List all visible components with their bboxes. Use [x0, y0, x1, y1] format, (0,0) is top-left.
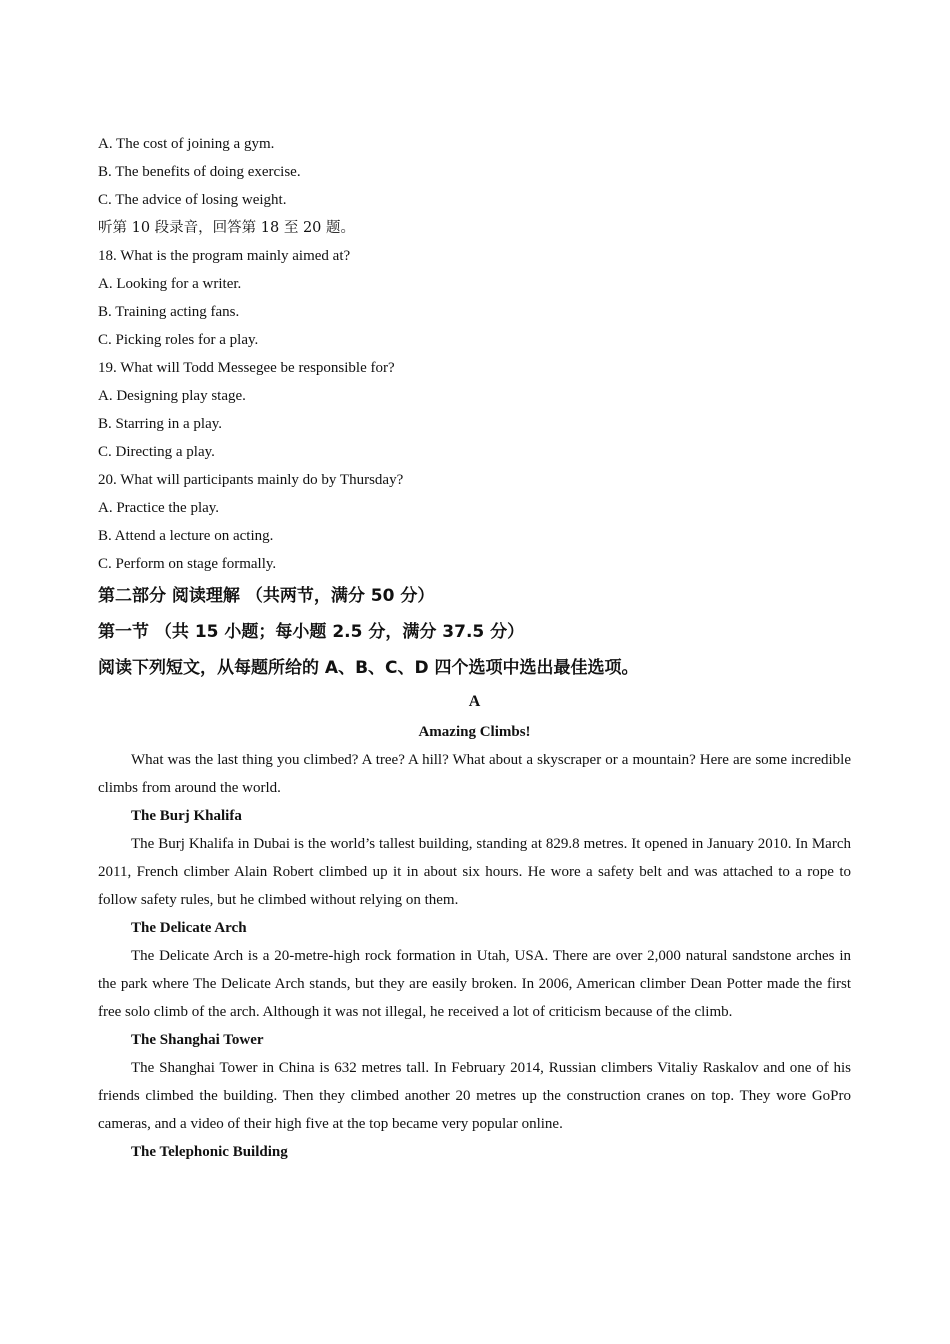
q20-option-b: B. Attend a lecture on acting.: [98, 528, 274, 544]
section10-instruction: 听第 10 段录音，回答第 18 至 20 题。: [98, 220, 356, 236]
section-text-burj-khalifa: The Burj Khalifa in Dubai is the world’s tallest building, standing at 829.8 metres. It opened in January 2010. In March 2011, French climber Alain Robert climbed up it in about six hours. He wore a safety belt and was attached to a rope to follow safety rules, but he climbed without relying on them.: [98, 836, 851, 908]
q18-option-b: B. Training acting fans.: [98, 304, 240, 320]
q20-question: 20. What will participants mainly do by Thursday?: [98, 472, 404, 488]
section-heading-shanghai-tower: The Shanghai Tower: [131, 1032, 264, 1048]
q18-question: 18. What is the program mainly aimed at?: [98, 248, 351, 264]
section-text-shanghai-tower: The Shanghai Tower in China is 632 metres tall. In February 2014, Russian climbers Vitaliy Raskalov and one of his friends climbed the building. Then they climbed another 20 metres up the construction cranes on top. They wore GoPro cameras, and a video of their high five at the top became very popular online.: [98, 1060, 851, 1132]
q18-option-a: A. Looking for a writer.: [98, 276, 242, 292]
q20-option-a: A. Practice the play.: [98, 500, 220, 516]
q19-question: 19. What will Todd Messegee be responsible for?: [98, 360, 395, 376]
q17-option-b: B. The benefits of doing exercise.: [98, 164, 301, 180]
reading-instruction: 阅读下列短文，从每题所给的 A、B、C、D 四个选项中选出最佳选项。: [98, 658, 639, 678]
section1-heading: 第一节 （共 15 小题；每小题 2.5 分，满分 37.5 分）: [98, 622, 525, 642]
q17-option-a: A. The cost of joining a gym.: [98, 136, 275, 152]
q19-option-a: A. Designing play stage.: [98, 388, 246, 404]
passage-intro: What was the last thing you climbed? A tree? A hill? What about a skyscraper or a mountain? Here are some incredible climbs from around the world.: [98, 752, 851, 796]
q20-option-c: C. Perform on stage formally.: [98, 556, 277, 572]
passage-title: Amazing Climbs!: [418, 724, 531, 740]
q19-option-c: C. Directing a play.: [98, 444, 215, 460]
q17-option-c: C. The advice of losing weight.: [98, 192, 287, 208]
section-text-delicate-arch: The Delicate Arch is a 20-metre-high rock formation in Utah, USA. There are over 2,000 natural sandstone arches in the park where The Delicate Arch stands, but they are easily broken. In 2006, American climber Dean Potter made the first free solo climb of the arch. Although it was not illegal, he received a lot of criticism because of the climb.: [98, 948, 851, 1020]
q19-option-b: B. Starring in a play.: [98, 416, 223, 432]
section-heading-telephonic-building: The Telephonic Building: [131, 1144, 288, 1160]
passage-letter: A: [468, 693, 481, 710]
section-heading-burj-khalifa: The Burj Khalifa: [131, 808, 242, 824]
section-heading-delicate-arch: The Delicate Arch: [131, 920, 247, 936]
part2-heading: 第二部分 阅读理解 （共两节，满分 50 分）: [98, 586, 435, 606]
exam-page: [98, 130, 851, 1166]
q18-option-c: C. Picking roles for a play.: [98, 332, 259, 348]
